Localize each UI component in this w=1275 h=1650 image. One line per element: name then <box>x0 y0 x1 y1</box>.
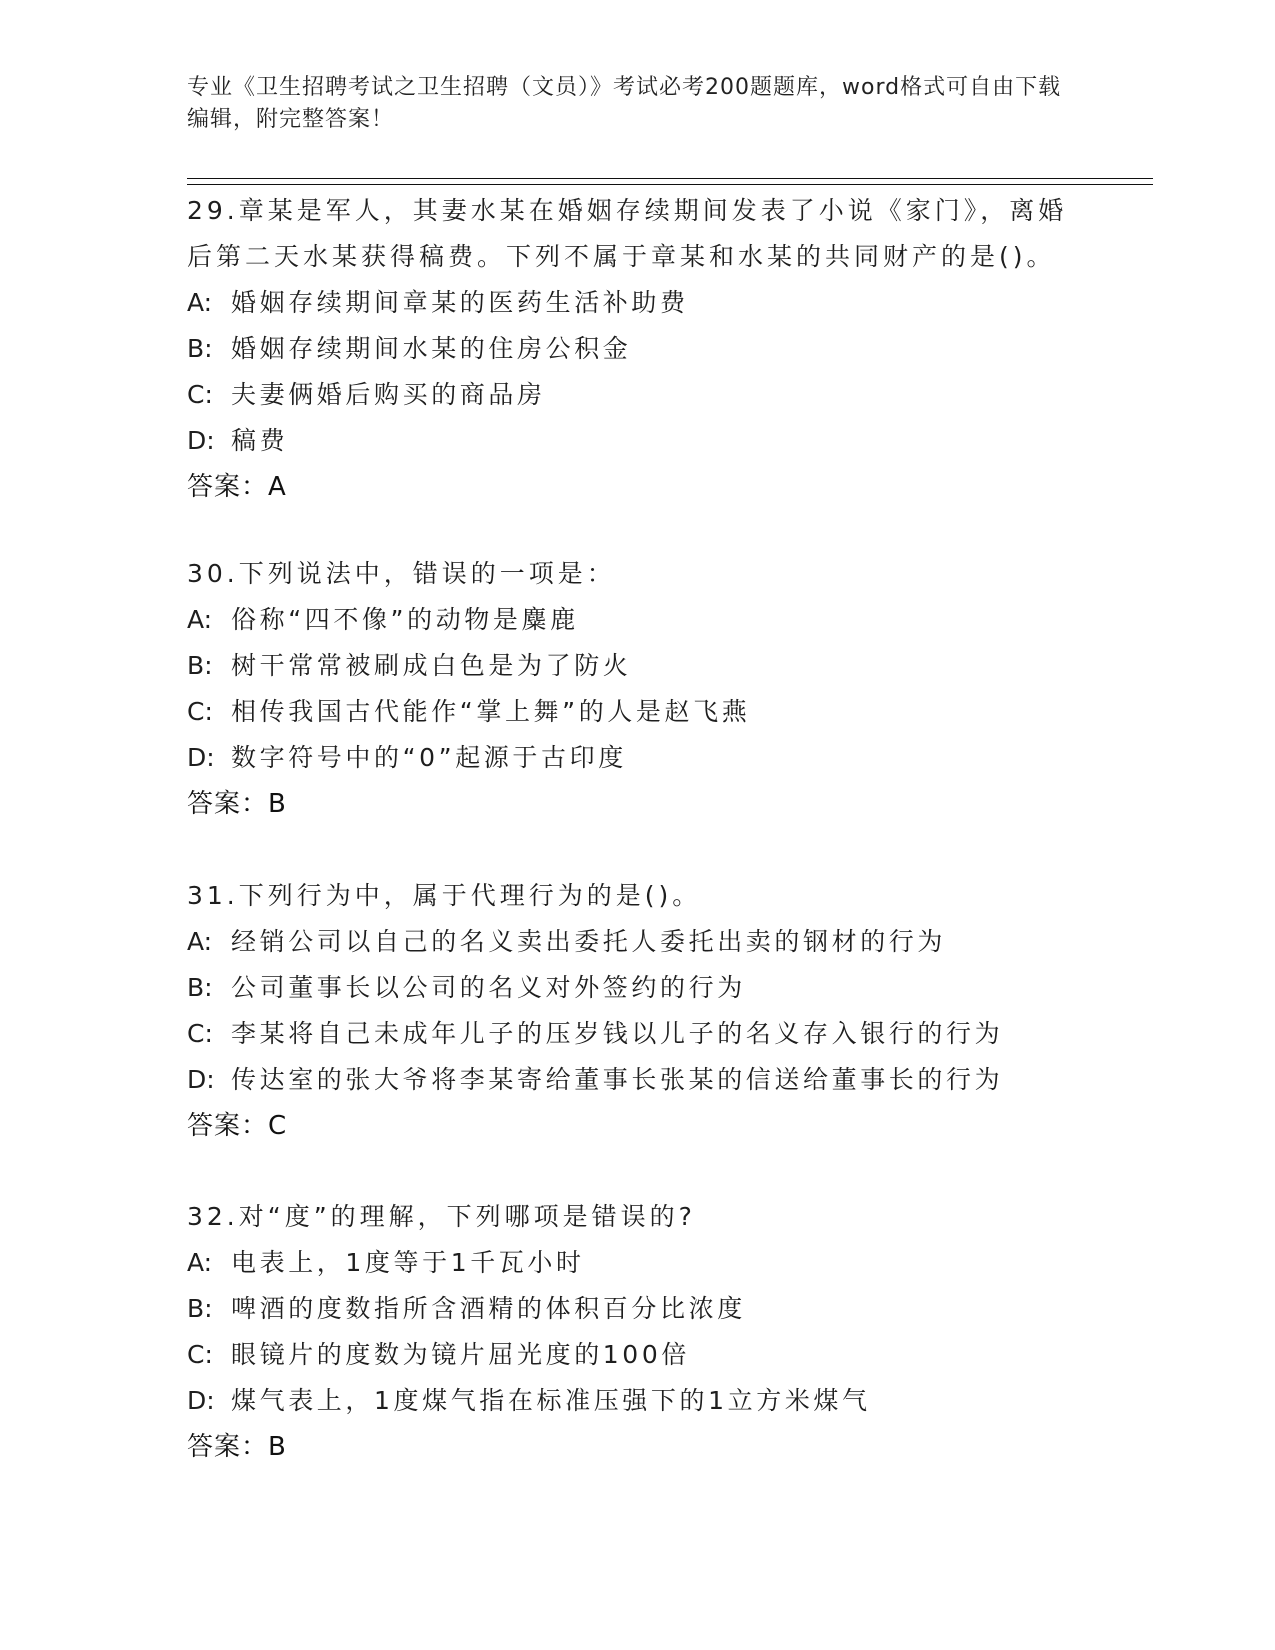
option-key: D: <box>187 1386 215 1415</box>
option-d <box>187 735 1087 781</box>
answer-line: 答案：B <box>187 1432 287 1462</box>
option-text: 煤气表上，1度煤气指在标准压强下的1立方米煤气 <box>231 1386 871 1415</box>
option-text: 相传我国古代能作“掌上舞”的人是赵飞燕 <box>231 697 751 726</box>
option-a <box>187 1240 1087 1286</box>
option-key: D: <box>187 743 215 772</box>
option-key: A: <box>187 927 213 956</box>
option-b <box>187 643 1087 689</box>
option-d <box>187 1057 1087 1103</box>
option-key: A: <box>187 288 213 317</box>
option-key: B: <box>187 334 213 363</box>
option-text: 婚姻存续期间章某的医药生活补助费 <box>231 288 689 317</box>
option-key: C: <box>187 1019 213 1048</box>
option-text: 眼镜片的度数为镜片屈光度的100倍 <box>231 1340 690 1369</box>
question-31 <box>187 873 1087 1149</box>
answer-line: 答案：C <box>187 1111 288 1141</box>
option-key: B: <box>187 651 213 680</box>
option-b <box>187 965 1087 1011</box>
question-32 <box>187 1194 1087 1470</box>
option-text: 数字符号中的“0”起源于古印度 <box>231 743 627 772</box>
option-text: 公司董事长以公司的名义对外签约的行为 <box>231 973 746 1002</box>
option-text: 李某将自己未成年儿子的压岁钱以儿子的名义存入银行的行为 <box>231 1019 1004 1048</box>
option-text: 婚姻存续期间水某的住房公积金 <box>231 334 632 363</box>
header-divider-top <box>187 178 1153 179</box>
question-stem: 30.下列说法中，错误的一项是： <box>187 559 616 588</box>
option-text: 俗称“四不像”的动物是麋鹿 <box>231 605 579 634</box>
option-text: 夫妻俩婚后购买的商品房 <box>231 380 546 409</box>
option-c <box>187 1011 1087 1057</box>
option-key: B: <box>187 973 213 1002</box>
question-stem: 32.对“度”的理解，下列哪项是错误的? <box>187 1202 696 1231</box>
option-text: 啤酒的度数指所含酒精的体积百分比浓度 <box>231 1294 746 1323</box>
question-29 <box>187 188 1087 510</box>
option-c <box>187 372 1087 418</box>
option-text: 经销公司以自己的名义卖出委托人委托出卖的钢材的行为 <box>231 927 947 956</box>
option-text: 传达室的张大爷将李某寄给董事长张某的信送给董事长的行为 <box>231 1065 1004 1094</box>
option-d <box>187 418 1087 464</box>
option-key: D: <box>187 426 215 455</box>
option-text: 树干常常被刷成白色是为了防火 <box>231 651 632 680</box>
question-30 <box>187 551 1087 827</box>
option-key: D: <box>187 1065 215 1094</box>
option-key: C: <box>187 1340 213 1369</box>
option-d <box>187 1378 1087 1424</box>
option-c <box>187 689 1087 735</box>
option-text: 电表上，1度等于1千瓦小时 <box>231 1248 585 1277</box>
answer-line: 答案：A <box>187 472 287 502</box>
option-a <box>187 280 1087 326</box>
option-b <box>187 326 1087 372</box>
question-stem: 29.章某是军人，其妻水某在婚姻存续期间发表了小说《家门》，离婚后第二天水某获得稿费。下列不属于章某和水某的共同财产的是()。 <box>187 196 1068 271</box>
answer-line: 答案：B <box>187 789 287 819</box>
option-key: C: <box>187 697 213 726</box>
option-a <box>187 919 1087 965</box>
option-b <box>187 1286 1087 1332</box>
header-divider-bottom <box>187 184 1153 185</box>
option-key: B: <box>187 1294 213 1323</box>
option-a <box>187 597 1087 643</box>
option-key: A: <box>187 1248 213 1277</box>
question-stem: 31.下列行为中，属于代理行为的是()。 <box>187 881 702 910</box>
option-key: A: <box>187 605 213 634</box>
option-text: 稿费 <box>231 426 289 455</box>
option-key: C: <box>187 380 213 409</box>
option-c <box>187 1332 1087 1378</box>
document-header: 专业《卫生招聘考试之卫生招聘（文员）》考试必考200题题库，word格式可自由下载编辑，附完整答案！ <box>187 75 1062 132</box>
